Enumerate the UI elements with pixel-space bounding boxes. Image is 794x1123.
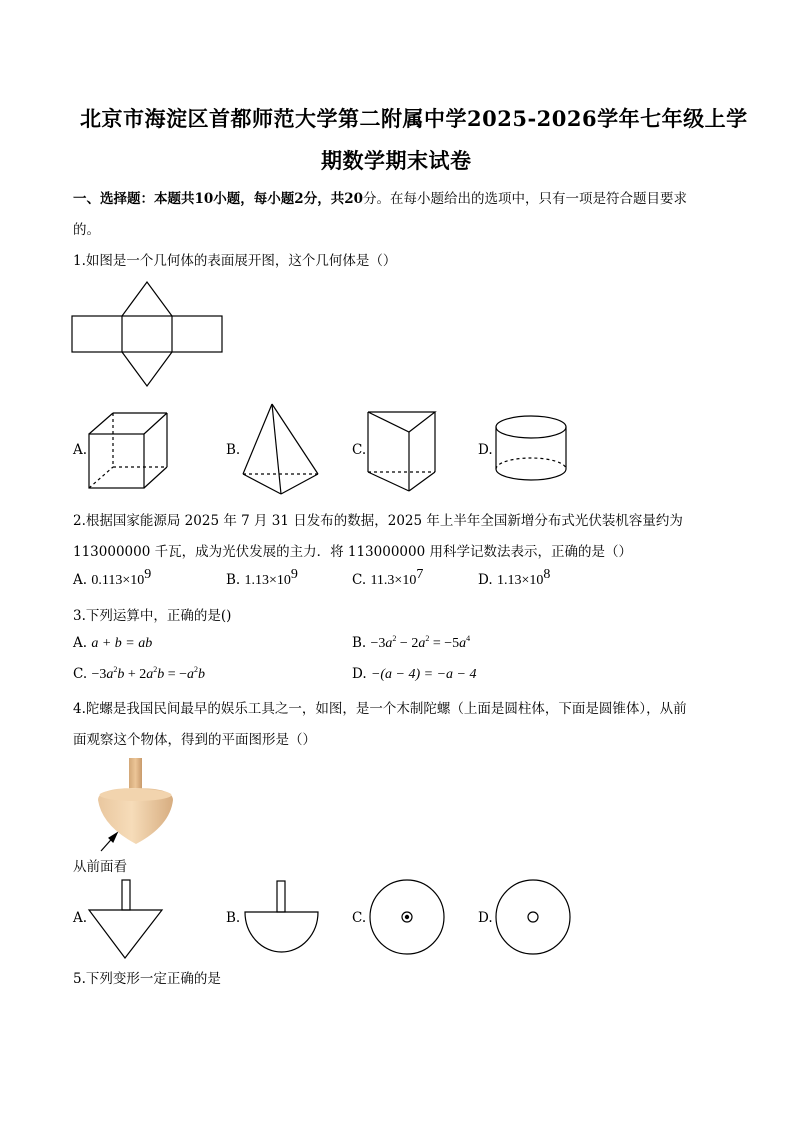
q3-option-c-expression: $-3a^2b + 2a^2b = -a^2b$ (91, 665, 206, 682)
q2-option-d-mantissa: 1.13×10 (496, 573, 544, 588)
q3-option-b-label: B. (352, 635, 367, 651)
page-title-line2: 期数学期末试卷 (321, 148, 472, 173)
q3-option-a-expression: a + b = ab (91, 636, 153, 651)
q2-option-c-mantissa: 11.3×10 (370, 573, 417, 588)
section-heading-part2: 分，共 (303, 191, 345, 207)
q2-option-a-label: A. (73, 572, 88, 588)
q3-option-c-label: C. (73, 666, 88, 682)
front-view-caption: 从前面看 (73, 859, 127, 875)
points-total: 20 (344, 191, 363, 207)
q1-option-b-label: B. (226, 442, 241, 458)
q2-option-b-mantissa: 1.13×10 (244, 573, 291, 588)
q1-option-d-label: D. (478, 442, 493, 458)
q4-option-b-label: B. (226, 910, 241, 926)
q2-option-a-exponent: 9 (144, 567, 152, 582)
q3-option-d-expression: −(a − 4) = −a − 4 (370, 667, 477, 682)
q2-stem-line2: 113000000 千瓦，成为光伏发展的主力．将 113000000 用科学记数法表示，正确的是（） (73, 544, 632, 560)
q2-option-d-label: D. (478, 572, 493, 588)
section-heading-intro: 一、选择题：本题共 (73, 191, 195, 207)
q4-option-d-label: D. (478, 910, 493, 926)
q2-option-c-exponent: 7 (416, 567, 424, 582)
q1-option-a-label: A. (73, 442, 88, 458)
q4-stem-line1: 4.陀螺是我国民间最早的娱乐工具之一，如图，是一个木制陀螺（上面是圆柱体，下面是圆锥体），从前 (73, 701, 687, 717)
q4-option-a-label: A. (73, 910, 88, 926)
points-each: 2 (294, 191, 304, 207)
q3-option-a-label: A. (73, 635, 88, 651)
page-title-line1: 北京市海淀区首都师范大学第二附属中学2025-2026学年七年级上学 (80, 106, 748, 131)
section-heading-part3: 分。在每小题给出的选项中，只有一项是符合题目要求 (363, 191, 687, 207)
q2-option-a-mantissa: 0.113×10 (91, 573, 145, 588)
q3-stem: 3.下列运算中，正确的是() (73, 608, 232, 624)
q2-option-b-exponent: 9 (290, 567, 298, 582)
q2-option-d-exponent: 8 (543, 567, 551, 582)
q3-option-d-label: D. (352, 666, 367, 682)
q4-stem-line2: 面观察这个物体，得到的平面图形是（） (73, 732, 316, 748)
q4-option-c-label: C. (352, 910, 367, 926)
q1-option-c-label: C. (352, 442, 367, 458)
q2-option-c-label: C. (352, 572, 367, 588)
q5-stem: 5.下列变形一定正确的是 (73, 971, 221, 987)
q3-option-b-expression: $-3a^2 - 2a^2 = -5a^4$ (370, 634, 471, 651)
section-heading-part1: 小题，每小题 (213, 191, 295, 207)
q1-stem: 1.如图是一个几何体的表面展开图，这个几何体是（） (73, 253, 397, 269)
section-heading-cont: 的。 (73, 222, 100, 238)
q2-option-b-label: B. (226, 572, 241, 588)
question-count: 10 (194, 191, 214, 207)
q2-stem-line1: 2.根据国家能源局 2025 年 7 月 31 日发布的数据，2025 年上半年全国新增分布式光伏装机容量约为 (73, 513, 683, 529)
